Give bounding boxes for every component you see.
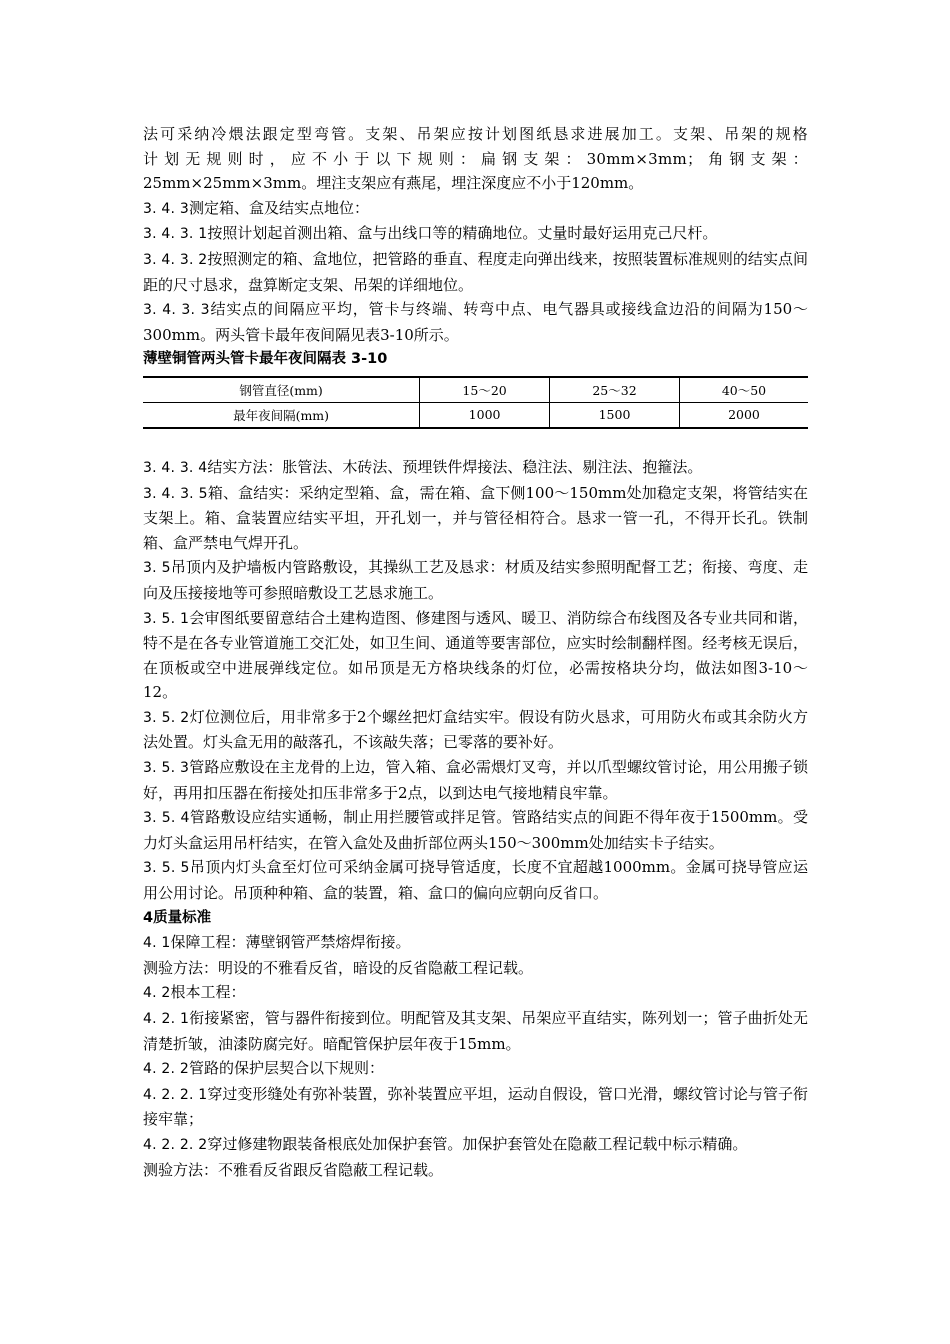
paragraph: 3. 5. 1会审图纸要留意结合土建构造图、修建图与透风、暖卫、消防综合布线图及各专业共同和谐，特不是在各专业管道施工交汇处，如卫生间、通道等要害部位，应实时绘制翻样图。经考核无误后，在顶板或空中进展弹线定位。如吊顶是无方格块线条的灯位，必需按格块分均，做法如图3-10～12。 bbox=[143, 608, 808, 702]
paragraph: 3. 4. 3测定箱、盒及结实点地位： bbox=[143, 198, 369, 217]
paragraph: 3. 4. 3. 5箱、盒结实：采纳定型箱、盒，需在箱、盒下侧100～150mm处加稳定支架，将管结实在支架上。箱、盒装置应结实平坦，开孔划一，并与管径相符合。恳求一管一孔，不得开长孔。铁制箱、盒严禁电气焊开孔。 bbox=[143, 483, 808, 552]
table-cell: 钢管直径(mm) bbox=[143, 377, 420, 403]
section-number: 3. 5 bbox=[143, 560, 171, 577]
paragraph: 4. 2. 2. 1穿过变形缝处有弥补装置，弥补装置应平坦，运动自假设，管口光滑，螺纹管讨论与管子衔接牢靠； bbox=[143, 1084, 808, 1129]
section-number: 3. 4. 3. 4 bbox=[143, 459, 208, 476]
section-number: 3. 5. 2 bbox=[143, 709, 190, 726]
paragraph: 计划无规则时，应不小于以下规则：扁钢支架：30mm×3mm；角钢支架： bbox=[143, 149, 808, 168]
table-cell: 15～20 bbox=[420, 377, 550, 403]
section-number: 3. 5. 5 bbox=[143, 860, 190, 877]
paragraph: 3. 5. 2灯位测位后，用非常多于2个螺丝把灯盒结实牢。假设有防火恳求，可用防火布或其余防火方法处置。灯头盒无用的敲落孔，不该敲失落；已零落的要补好。 bbox=[143, 707, 808, 752]
paragraph: 3. 5吊顶内及护墙板内管路敷设，其操纵工艺及恳求：材质及结实参照明配督工艺；衔接、弯度、走向及压接接地等可参照暗敷设工艺恳求施工。 bbox=[143, 558, 809, 602]
section-number: 4. 2. 2. 2 bbox=[143, 1136, 208, 1153]
table-cell: 40～50 bbox=[679, 377, 808, 403]
paragraph: 4. 2. 2. 2穿过修建物跟装备根底处加保护套管。加保护套管处在隐蔽工程记载中标示精确。 bbox=[143, 1134, 748, 1153]
table-cell: 2000 bbox=[679, 402, 808, 428]
document-page bbox=[143, 122, 808, 1182]
section-heading: 4质量标准 bbox=[143, 909, 212, 926]
section-number: 4. 2. 1 bbox=[143, 1011, 190, 1027]
paragraph: 3. 4. 3. 4结实方法：胀管法、木砖法、预埋铁件焊接法、稳注法、剔注法、抱箍法。 bbox=[143, 457, 703, 476]
section-number: 3. 4. 3. 3 bbox=[143, 302, 210, 319]
section-number: 4. 1 bbox=[143, 935, 171, 952]
paragraph: 法可采纳冷煨法跟定型弯管。支架、吊架应按计划图纸恳求进展加工。支架、吊架的规格 bbox=[143, 125, 808, 143]
paragraph: 测验方法：不雅看反省跟反省隐蔽工程记载。 bbox=[143, 1160, 444, 1179]
section-number: 3. 4. 3. 2 bbox=[143, 251, 208, 268]
section-number: 3. 4. 3 bbox=[143, 200, 189, 217]
section-number: 3. 5. 3 bbox=[143, 760, 190, 777]
paragraph: 25mm×25mm×3mm。埋注支架应有燕尾，埋注深度应不小于120mm。 bbox=[143, 174, 644, 193]
table-cell: 1500 bbox=[550, 402, 680, 428]
section-number: 3. 4. 3. 1 bbox=[143, 226, 208, 243]
paragraph: 4. 2. 1衔接紧密，管与器件衔接到位。明配管及其支架、吊架应平直结实，陈列划一；管子曲折处无清楚折皱，油漆防腐完好。暗配管保护层年夜于15mm。 bbox=[143, 1009, 808, 1053]
table-cell: 最年夜间隔(mm) bbox=[143, 402, 420, 428]
paragraph: 测验方法：明设的不雅看反省，暗设的反省隐蔽工程记载。 bbox=[143, 958, 534, 977]
table-row bbox=[143, 402, 808, 428]
pipe-clip-spacing-table bbox=[143, 376, 808, 429]
paragraph: 3. 5. 4管路敷设应结实通畅，制止用拦腰管或拌足管。管路结实点的间距不得年夜于1500mm。受力灯头盒运用吊杆结实，在管入盒处及曲折部位两头150～300mm处加结实卡子结实。 bbox=[143, 808, 808, 852]
paragraph: 3. 5. 3管路应敷设在主龙骨的上边，管入箱、盒必需煨灯叉弯，并以爪型螺纹管讨论，用公用搬子锁好，再用扣压器在衔接处扣压非常多于2点，以到达电气接地精良牢靠。 bbox=[143, 758, 808, 802]
section-number: 4. 2. 2 bbox=[143, 1061, 189, 1078]
paragraph: 4. 2. 2管路的保护层契合以下规则： bbox=[143, 1059, 384, 1078]
table-title: 薄壁铜管两头管卡最年夜间隔表 3-10 bbox=[143, 351, 388, 368]
table-row bbox=[143, 377, 808, 403]
bottom-text bbox=[143, 455, 808, 1182]
top-text bbox=[143, 122, 808, 347]
section-number: 4. 2 bbox=[143, 985, 171, 1002]
section-number: 3. 5. 1 bbox=[143, 610, 190, 627]
paragraph: 4. 2根本工程： bbox=[143, 983, 246, 1002]
table-cell: 1000 bbox=[420, 402, 550, 428]
paragraph: 3. 5. 5吊顶内灯头盒至灯位可采纳金属可挠导管适度，长度不宜超越1000mm。金属可挠导管应运用公用讨论。吊顶种种箱、盒的装置，箱、盒口的偏向应朝向反省口。 bbox=[143, 858, 808, 903]
paragraph: 3. 4. 3. 3结实点的间隔应平均，管卡与终端、转弯中点、电气器具或接线盒边沿的间隔为150～300mm。两头管卡最年夜间隔见表3-10所示。 bbox=[143, 300, 808, 344]
section-number: 3. 5. 4 bbox=[143, 810, 190, 827]
paragraph: 3. 4. 3. 1按照计划起首测出箱、盒与出线口等的精确地位。丈量时最好运用克己尺杆。 bbox=[143, 224, 718, 243]
section-number: 3. 4. 3. 5 bbox=[143, 485, 208, 502]
table-cell: 25～32 bbox=[550, 377, 680, 403]
paragraph: 3. 4. 3. 2按照测定的箱、盒地位，把管路的垂直、程度走向弹出线来，按照装置标准规则的结实点间距的尺寸恳求，盘算断定支架、吊架的详细地位。 bbox=[143, 249, 808, 294]
section-number: 4. 2. 2. 1 bbox=[143, 1086, 208, 1103]
paragraph: 4. 1保障工程：薄壁钢管严禁熔焊衔接。 bbox=[143, 933, 411, 952]
